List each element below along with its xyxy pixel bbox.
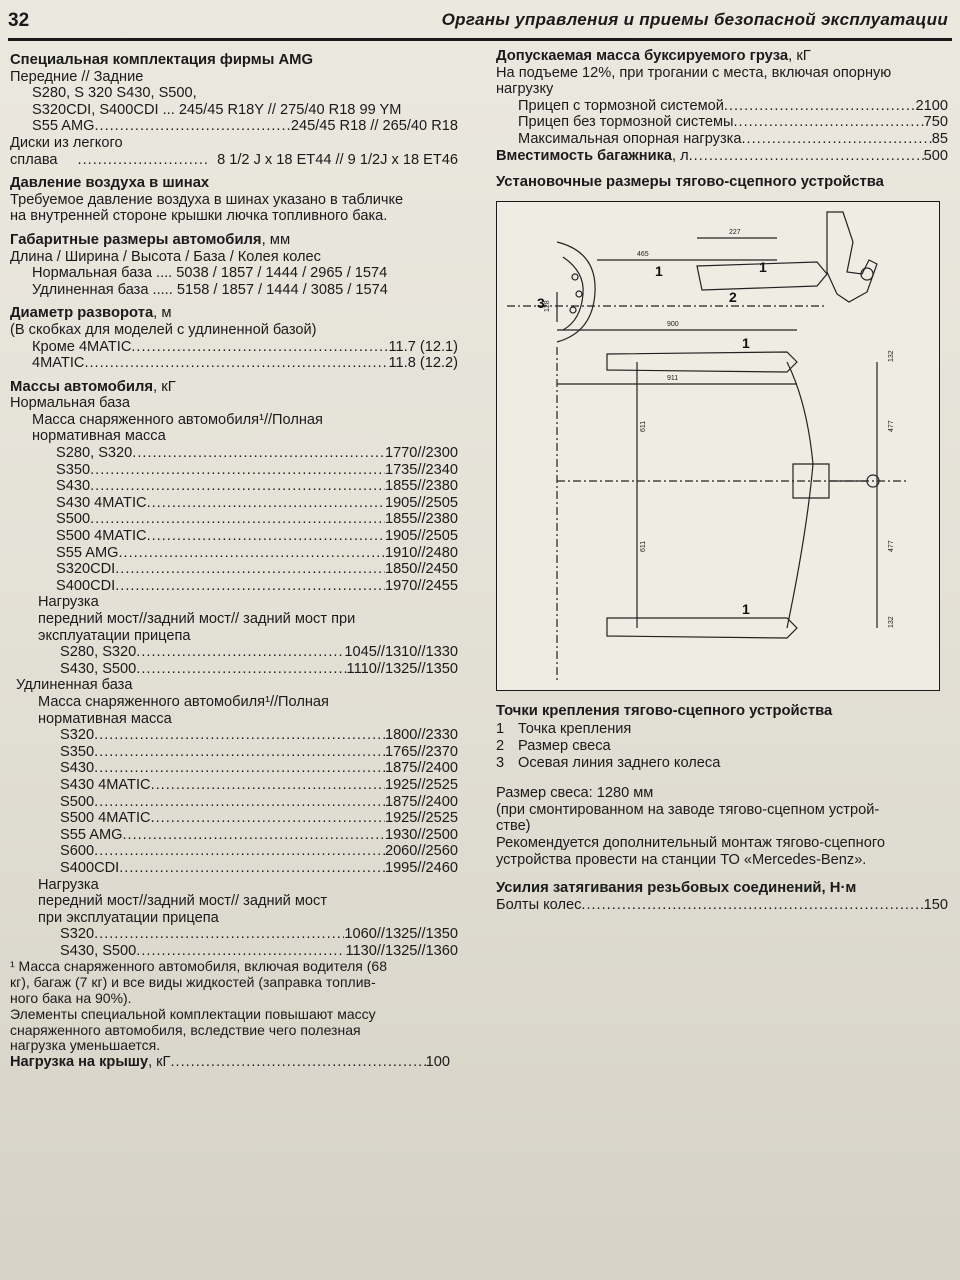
towing-title-text: Допускаемая масса буксируемого груза [496, 48, 789, 64]
trunk-label [496, 148, 689, 165]
turning-row [10, 355, 458, 372]
towing-row-label: Прицеп с тормозной системой [518, 97, 724, 114]
legend-text: Осевая линия заднего колеса [518, 754, 721, 771]
dim-900: 900 [667, 320, 679, 328]
long-mass-row-value: 2060//2560 [384, 843, 458, 860]
dimensions-unit: , мм [261, 231, 291, 248]
long-mass-row-value: 1930//2500 [384, 826, 458, 843]
legend-number: 1 [496, 721, 505, 738]
mount-rail-bottom [607, 618, 797, 638]
dim-132-bottom: 132 [888, 616, 895, 628]
torque-title: Усилия затягивания резьбовых соединений, Н·м [496, 880, 857, 897]
mass-row-label: S430 [56, 478, 91, 495]
towing-row-label: Максимальная опорная нагрузка [518, 130, 742, 147]
dimensions-long: Удлиненная база ..... 5158 / 1857 / 1444 / 3085 / 1574 [32, 281, 388, 298]
dot-leader [724, 98, 916, 115]
dot-leader [136, 661, 346, 678]
dot-leader [90, 478, 385, 495]
wheel-rim [563, 257, 583, 330]
long-mass-row-value: 1925//2525 [384, 810, 458, 827]
dot-leader [94, 727, 385, 744]
mount-rail-top [607, 352, 797, 372]
mass-row-label: S320CDI [56, 561, 116, 578]
long-curb-label2: нормативная масса [38, 710, 172, 727]
long-load-row-label: S430, S500 [60, 942, 137, 959]
overhang-line3: стве) [496, 818, 531, 835]
dot-leader [78, 152, 210, 169]
overhang-line2: (при смонтированном на заводе тягово-сцепном устрой- [496, 801, 880, 818]
long-load-row [10, 926, 458, 943]
dot-leader [94, 744, 385, 761]
dot-leader [94, 118, 290, 135]
dot-leader [90, 511, 385, 528]
turning-unit: , м [153, 305, 172, 322]
legend-item [496, 738, 948, 755]
callout-3: 3 [537, 294, 545, 311]
overhang-block [496, 785, 948, 868]
long-mass-row [10, 777, 458, 794]
mass-row-value: 1855//2380 [384, 478, 458, 495]
mass-row-value: 1735//2340 [384, 461, 458, 478]
wheel-bolt [570, 307, 576, 313]
footnote-line1: ¹ Масса снаряженного автомобиля, включая водителя (68 [10, 958, 388, 975]
roof-load-label [10, 1054, 170, 1071]
long-mass-row-value: 1995//2460 [384, 859, 458, 876]
towing-cond2: нагрузку [496, 81, 554, 98]
mass-row [10, 561, 458, 578]
mass-row [10, 478, 458, 495]
long-base-label: Удлиненная база [16, 677, 133, 694]
amg-front-rear: Передние // Задние [10, 68, 144, 85]
dot-leader [94, 760, 385, 777]
amg-s55-value: 245/45 R18 // 265/40 R18 [290, 118, 458, 135]
long-mass-row-label: S430 [60, 760, 95, 777]
dim-911: 911 [667, 374, 679, 382]
mass-row [10, 495, 458, 512]
mass-row-value: 1905//2505 [384, 528, 458, 545]
dot-leader [118, 545, 384, 562]
dim-227: 227 [729, 228, 741, 236]
recommend-line2: устройства провести на станции ТО «Mercedes-Benz». [496, 851, 867, 868]
long-mass-row-label: S500 4MATIC [60, 810, 151, 827]
mass-row-label: S500 4MATIC [56, 528, 147, 545]
amg-wheels-value: 8 1/2 J x 18 ET44 // 9 1/2J x 18 ET46 [217, 151, 458, 168]
dot-leader [94, 843, 385, 860]
turning-row-label: 4MATIC [32, 355, 85, 372]
legend-number: 3 [496, 754, 505, 771]
callout-1: 1 [759, 258, 767, 275]
right-column [496, 48, 948, 913]
roof-load-title: Нагрузка на крышу [10, 1054, 149, 1071]
load-row-value: 1110//1325//1350 [346, 660, 458, 677]
towing-title [496, 48, 948, 65]
turning-title-text: Диаметр разворота [10, 305, 154, 322]
amg-models-line1: S280, S 320 S430, S500, [32, 85, 197, 102]
long-mass-row-label: S400CDI [60, 859, 120, 876]
long-mass-row-value: 1765//2370 [384, 743, 458, 760]
roof-load-row [10, 1054, 458, 1071]
dim-611-bottom: 611 [640, 540, 647, 552]
dot-leader [132, 445, 385, 462]
dot-leader [147, 528, 385, 545]
mass-row [10, 511, 458, 528]
footnote [10, 959, 458, 1054]
pressure-title: Давление воздуха в шинах [10, 175, 210, 192]
footnote-line4: Элементы специальной комплектации повышают массу [10, 1005, 376, 1022]
towing-row-value: 2100 [915, 97, 948, 114]
dim-477-top: 477 [888, 420, 895, 432]
callout-2: 2 [729, 288, 737, 305]
long-mass-row [10, 810, 458, 827]
long-mass-row-label: S55 AMG [60, 826, 123, 843]
normal-load-rows [10, 644, 458, 677]
dot-leader [581, 897, 923, 914]
amg-wheels-label2: сплава [10, 151, 58, 168]
long-mass-row [10, 827, 458, 844]
long-load-label1: передний мост//задний мост// задний мост [38, 893, 328, 910]
towing-row-value: 750 [923, 114, 948, 131]
long-mass-row [10, 744, 458, 761]
page-header [8, 8, 952, 41]
towing-row [496, 98, 948, 115]
roof-load-value: 100 [425, 1054, 450, 1071]
curb-label2: нормативная масса [32, 428, 166, 445]
dot-leader [119, 860, 385, 877]
left-column [10, 52, 458, 1071]
hitch-title: Установочные размеры тягово-сцепного устройства [496, 174, 884, 191]
long-mass-row [10, 843, 458, 860]
amg-s55-row [10, 118, 458, 135]
torque-label: Болты колес [496, 896, 582, 913]
legend-text: Точка крепления [518, 721, 632, 738]
dot-leader [151, 777, 385, 794]
turning-note: (В скобках для моделей с удлиненной базой) [10, 321, 317, 338]
mass-row-label: S430 4MATIC [56, 494, 147, 511]
dimensions-header: Длина / Ширина / Высота / База / Колея колес [10, 248, 321, 265]
dot-leader [131, 339, 388, 356]
mass-row [10, 578, 458, 595]
long-load-rows [10, 926, 458, 959]
dot-leader [136, 943, 345, 960]
long-mass-row-label: S500 [60, 793, 95, 810]
load-label1: передний мост//задний мост// задний мост при [38, 611, 356, 627]
towing-unit: , кГ [788, 48, 811, 64]
dot-leader [170, 1054, 425, 1071]
long-load-row [10, 943, 458, 960]
dim-128: 128 [544, 300, 551, 312]
dim-132-top: 132 [888, 350, 895, 362]
mass-row [10, 462, 458, 479]
towing-rows [496, 98, 948, 148]
roof-load-unit: , кГ [148, 1054, 171, 1071]
turning-row-value: 11.8 (12.2) [388, 355, 458, 372]
dot-leader [151, 810, 385, 827]
long-mass-row [10, 794, 458, 811]
long-mass-row-value: 1800//2330 [384, 727, 458, 744]
load-row-label: S280, S320 [60, 644, 137, 661]
mass-row-value: 1770//2300 [384, 445, 458, 462]
footnote-line3: ного бака на 90%). [10, 990, 132, 1007]
wheel-bolt [572, 274, 578, 280]
long-load-title: Нагрузка [38, 876, 99, 893]
dim-611-top: 611 [640, 420, 647, 432]
pressure-text2: на внутренней стороне крышки лючка топливного бака. [10, 208, 388, 225]
callout-1: 1 [655, 262, 663, 279]
trunk-value: 500 [923, 147, 948, 164]
dot-leader [84, 355, 388, 372]
legend-number: 2 [496, 737, 505, 754]
mass-row-value: 1905//2505 [384, 494, 458, 511]
normal-base-label: Нормальная база [10, 395, 130, 412]
mass-row-label: S350 [56, 461, 91, 478]
pressure-text1: Требуемое давление воздуха в шинах указано в табличке [10, 191, 404, 208]
masses-title-text: Массы автомобиля [10, 378, 154, 395]
bumper-outline [827, 212, 877, 302]
long-mass-row [10, 727, 458, 744]
dim-477-bottom: 477 [888, 540, 895, 552]
hitch-diagram [496, 201, 940, 691]
mass-row-value: 1850//2450 [384, 561, 458, 578]
footnote-line2: кг), багаж (7 кг) и все виды жидкостей (заправка топлив- [10, 974, 376, 991]
dot-leader [115, 561, 385, 578]
mass-row [10, 445, 458, 462]
long-load-row-value: 1130//1325//1360 [345, 942, 458, 959]
turning-title [10, 305, 458, 322]
hitch-drawing [497, 202, 939, 690]
towing-row-value: 85 [931, 130, 948, 147]
turning-row-value: 11.7 (12.1) [388, 338, 458, 355]
legend-item [496, 755, 948, 772]
normal-mass-rows [10, 445, 458, 594]
mass-row [10, 545, 458, 562]
dot-leader [94, 926, 344, 943]
mass-row-label: S55 AMG [56, 544, 119, 561]
mass-row-label: S280, S320 [56, 445, 133, 462]
dimensions-normal: Нормальная база .... 5038 / 1857 / 1444 / 2965 / 1574 [32, 265, 388, 282]
turning-rows [10, 339, 458, 372]
dot-leader [741, 131, 931, 148]
mass-row [10, 528, 458, 545]
recommend-line1: Рекомендуется дополнительный монтаж тягово-сцепного [496, 834, 885, 851]
turning-row-label: Кроме 4MATIC [32, 338, 132, 355]
dim-465: 465 [637, 250, 649, 258]
amg-wheels-label1: Диски из легкого [10, 134, 123, 151]
long-mass-row-label: S600 [60, 843, 95, 860]
dot-leader [94, 794, 385, 811]
legend [496, 721, 948, 771]
towing-cond1: На подъеме 12%, при трогании с места, включая опорную [496, 64, 892, 81]
dimensions-title-text: Габаритные размеры автомобиля [10, 231, 262, 248]
legend-text: Размер свеса [518, 737, 611, 754]
page-number: 32 [8, 10, 30, 31]
mass-row-label: S400CDI [56, 577, 116, 594]
towing-row [496, 114, 948, 131]
towing-row-label: Прицеп без тормозной системы [518, 114, 734, 131]
dot-leader [115, 578, 385, 595]
crossbar [787, 362, 813, 628]
masses-title [10, 379, 458, 396]
load-row [10, 644, 458, 661]
load-row [10, 661, 458, 678]
turning-row [10, 339, 458, 356]
amg-wheels-row [10, 152, 458, 169]
load-row-label: S430, S500 [60, 660, 137, 677]
dot-leader [90, 462, 385, 479]
points-title: Точки крепления тягово-сцепного устройства [496, 702, 833, 719]
dot-leader [147, 495, 385, 512]
dot-leader [136, 644, 344, 661]
long-mass-row-label: S350 [60, 743, 95, 760]
long-mass-row-label: S430 4MATIC [60, 776, 151, 793]
long-mass-row-value: 1875//2400 [384, 760, 458, 777]
long-mass-row-label: S320 [60, 727, 95, 744]
overhang-line1: Размер свеса: 1280 мм [496, 785, 654, 802]
torque-value: 150 [923, 896, 948, 913]
long-load-row-label: S320 [60, 926, 95, 943]
trunk-row [496, 148, 948, 165]
chapter-title: Органы управления и приемы безопасной эксплуатации [441, 10, 948, 29]
long-mass-rows [10, 727, 458, 876]
wheel-bolt [576, 291, 582, 297]
legend-item [496, 721, 948, 738]
long-curb-label1: Масса снаряженного автомобиля¹//Полная [38, 693, 329, 710]
footnote-line6: нагрузка уменьшается. [10, 1037, 161, 1054]
callout-1: 1 [742, 334, 750, 351]
amg-s55-label: S55 AMG [32, 118, 95, 135]
mass-row-value: 1910//2480 [384, 544, 458, 561]
load-label2: эксплуатации прицепа [38, 627, 191, 644]
long-mass-row [10, 860, 458, 877]
trunk-unit: , л [672, 147, 689, 164]
long-load-row-value: 1060//1325//1350 [344, 926, 458, 943]
long-mass-row-value: 1925//2525 [384, 776, 458, 793]
load-row-value: 1045//1310//1330 [344, 644, 458, 661]
long-mass-row-value: 1875//2400 [384, 793, 458, 810]
curb-label1: Масса снаряженного автомобиля¹//Полная [32, 411, 323, 428]
dot-leader [689, 148, 924, 165]
load-title: Нагрузка [38, 594, 99, 611]
masses-unit: , кГ [153, 378, 176, 395]
amg-title: Специальная комплектация фирмы AMG [10, 52, 313, 68]
long-load-label2: при эксплуатации прицепа [38, 909, 219, 926]
torque-row [496, 897, 948, 914]
tow-ball [861, 268, 873, 280]
dot-leader [122, 827, 384, 844]
mass-row-label: S500 [56, 511, 91, 528]
mass-row-value: 1855//2380 [384, 511, 458, 528]
towing-row [496, 131, 948, 148]
dimensions-title [10, 232, 458, 249]
long-mass-row [10, 760, 458, 777]
footnote-line5: снаряженного автомобиля, вследствие чего полезная [10, 1021, 361, 1038]
mass-row-value: 1970//2455 [384, 577, 458, 594]
dot-leader [733, 114, 923, 131]
callout-1: 1 [742, 600, 750, 617]
trunk-title: Вместимость багажника [496, 147, 672, 164]
amg-models-line2: S320CDI, S400CDI ... 245/45 R18Y // 275/40 R18 99 YM [32, 101, 402, 118]
